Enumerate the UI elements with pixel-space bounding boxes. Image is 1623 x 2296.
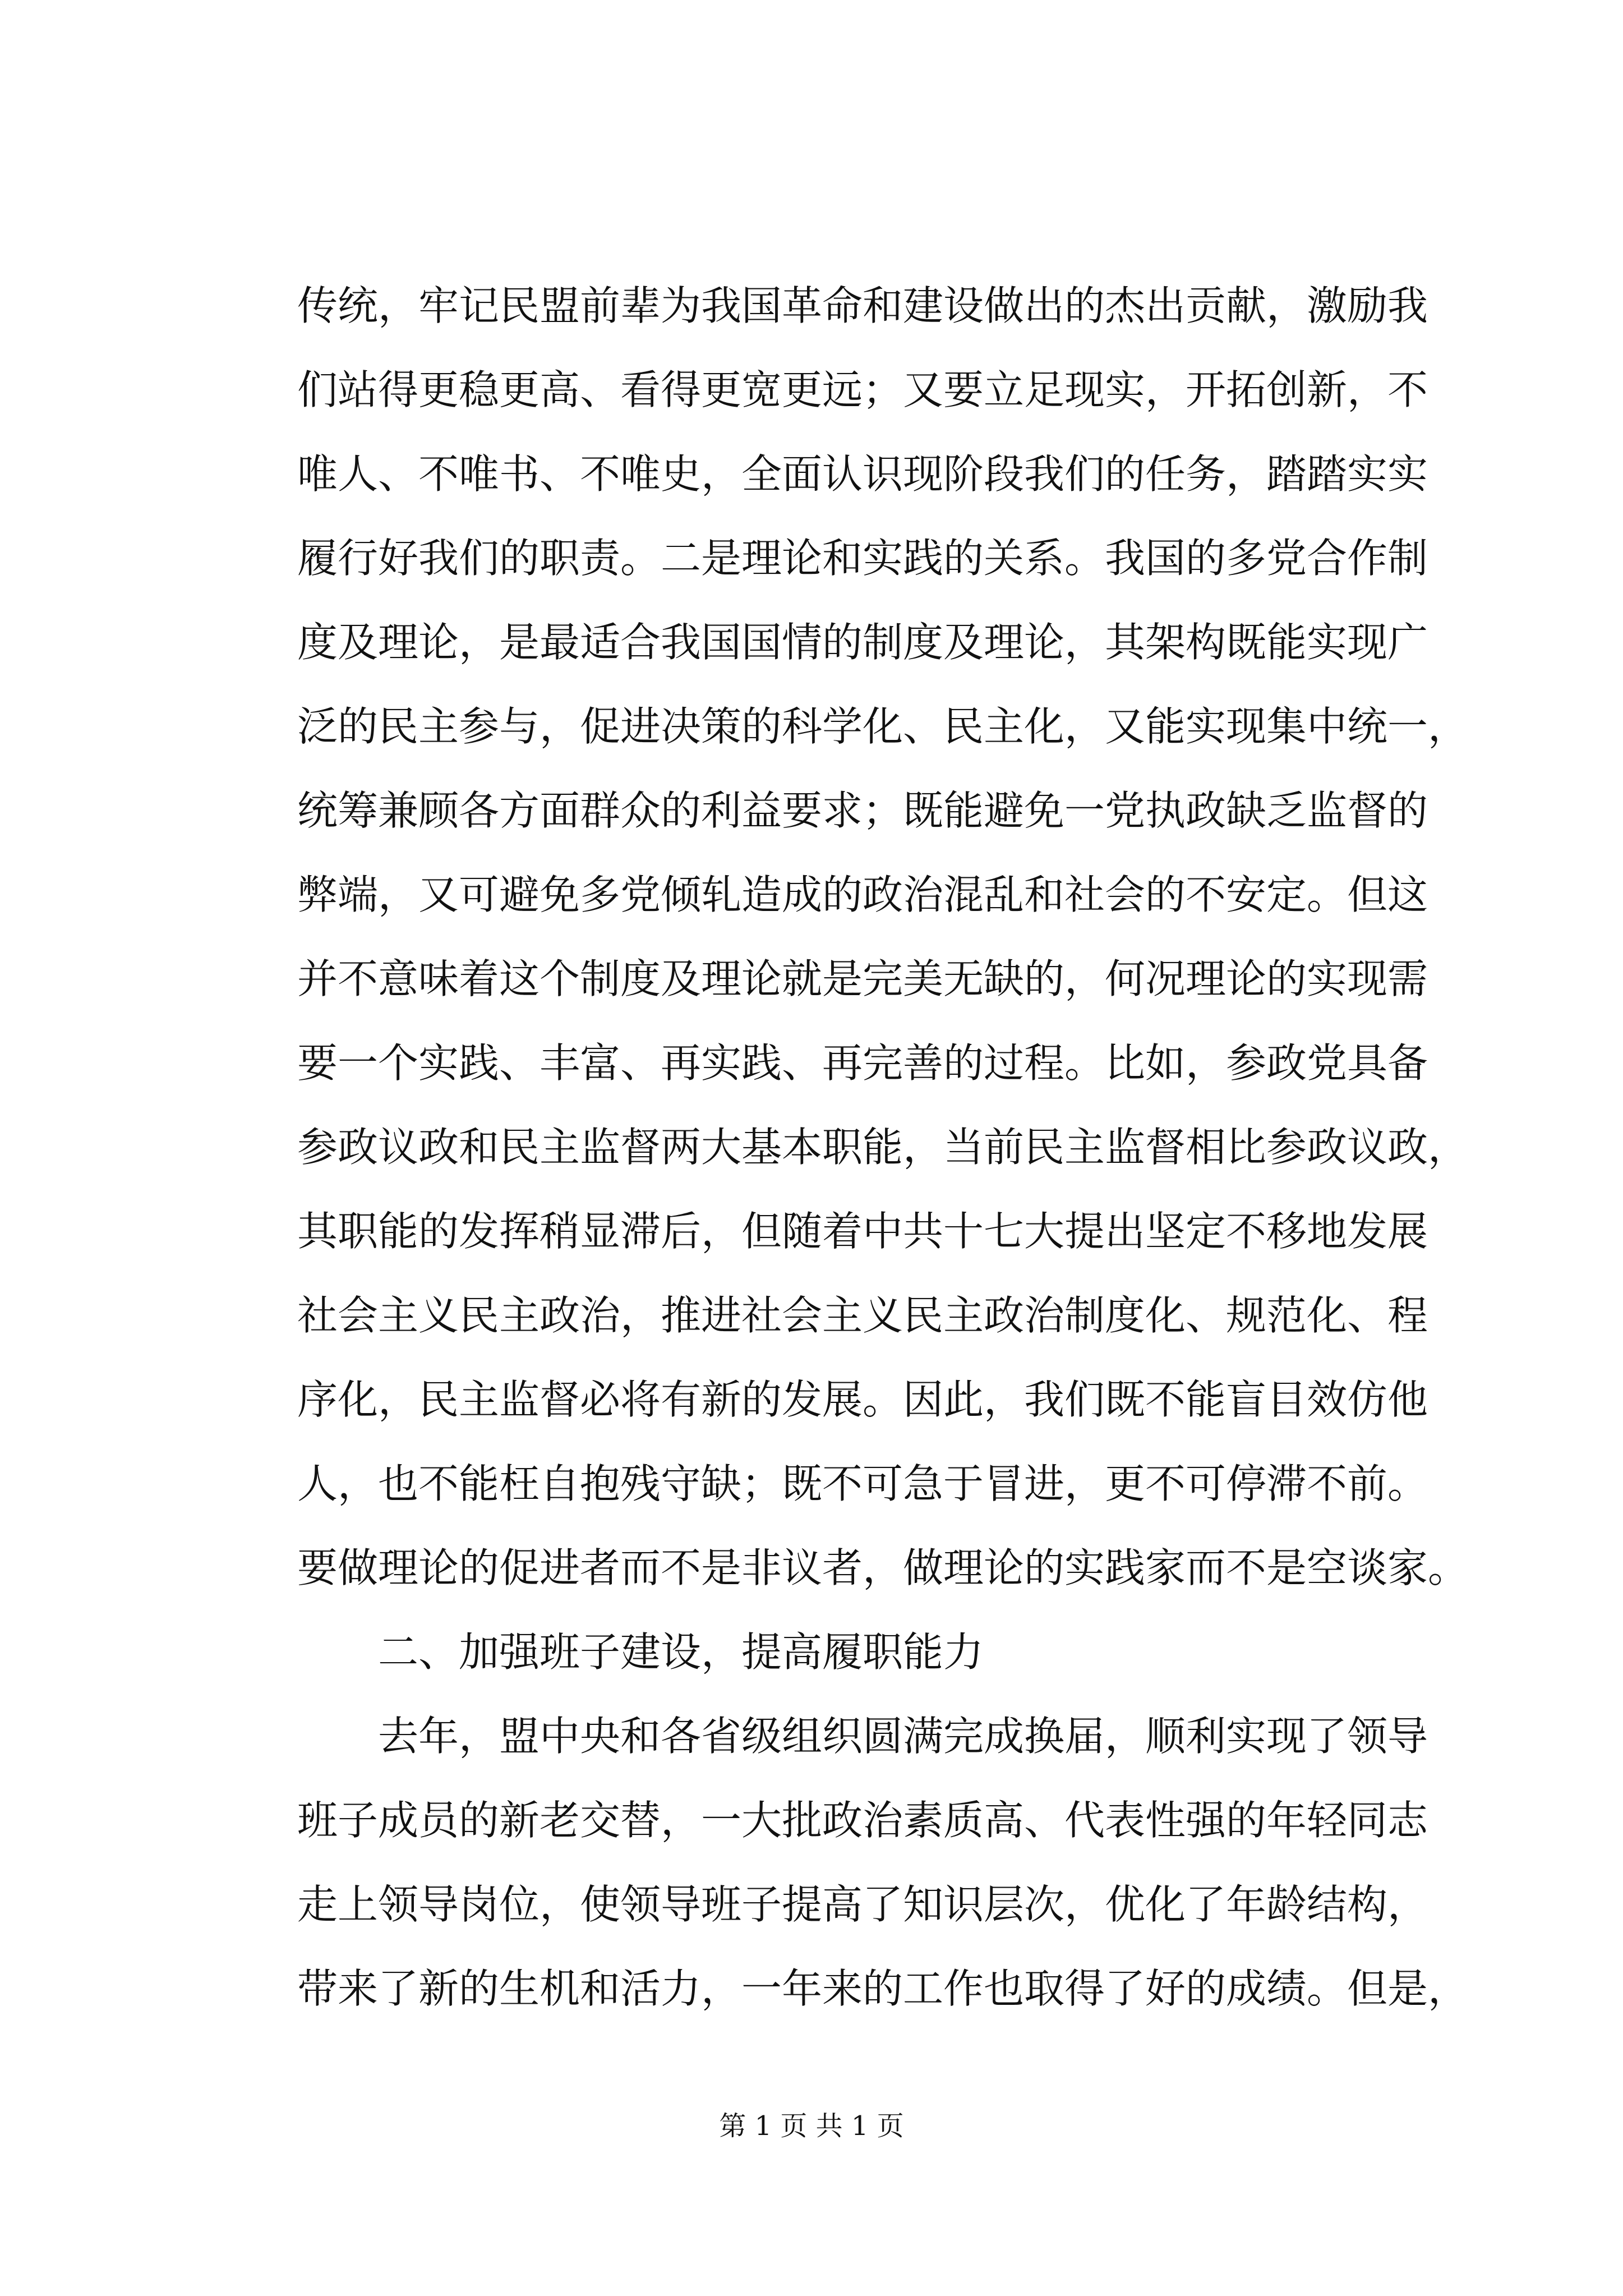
text-line: 要一个实践、丰富、再实践、再完善的过程。比如，参政党具备 bbox=[297, 1039, 1428, 1087]
text-line: 并不意味着这个制度及理论就是完美无缺的，何况理论的实现需 bbox=[297, 955, 1428, 1002]
text-line: 履行好我们的职责。二是理论和实践的关系。我国的多党合作制 bbox=[297, 535, 1428, 582]
text-line: 要做理论的促进者而不是非议者，做理论的实践家而不是空谈家。 bbox=[297, 1544, 1469, 1591]
text-line: 带来了新的生机和活力，一年来的工作也取得了好的成绩。但是， bbox=[297, 1965, 1469, 2012]
body-text bbox=[297, 264, 1469, 2031]
text-line: 序化，民主监督必将有新的发展。因此，我们既不能盲目效仿他 bbox=[297, 1376, 1428, 1423]
text-line: 参政议政和民主监督两大基本职能，当前民主监督相比参政议政， bbox=[297, 1124, 1469, 1171]
text-line: 统筹兼顾各方面群众的利益要求；既能避免一党执政缺乏监督的 bbox=[297, 787, 1428, 834]
text-line: 人，也不能枉自抱残守缺；既不可急于冒进，更不可停滞不前。 bbox=[297, 1460, 1428, 1507]
text-line: 社会主义民主政治，推进社会主义民主政治制度化、规范化、程 bbox=[297, 1292, 1428, 1339]
text-line: 泛的民主参与，促进决策的科学化、民主化，又能实现集中统一， bbox=[297, 703, 1469, 750]
text-line: 度及理论，是最适合我国国情的制度及理论，其架构既能实现广 bbox=[297, 619, 1428, 666]
text-line: 弊端，又可避免多党倾轧造成的政治混乱和社会的不安定。但这 bbox=[297, 871, 1428, 918]
text-line: 去年，盟中央和各省级组织圆满完成换届，顺利实现了领导 bbox=[378, 1713, 1428, 1760]
text-line: 唯人、不唯书、不唯史，全面认识现阶段我们的任务，踏踏实实 bbox=[297, 450, 1428, 498]
text-line: 班子成员的新老交替，一大批政治素质高、代表性强的年轻同志 bbox=[297, 1797, 1428, 1844]
text-line: 们站得更稳更高、看得更宽更远；又要立足现实，开拓创新，不 bbox=[297, 366, 1428, 413]
text-line: 其职能的发挥稍显滞后，但随着中共十七大提出坚定不移地发展 bbox=[297, 1208, 1428, 1255]
page-footer: 第 1 页 共 1 页 bbox=[719, 2110, 904, 2142]
section-heading: 二、加强班子建设，提高履职能力 bbox=[378, 1628, 984, 1676]
text-line: 传统，牢记民盟前辈为我国革命和建设做出的杰出贡献，激励我 bbox=[297, 282, 1428, 329]
text-line: 走上领导岗位，使领导班子提高了知识层次，优化了年龄结构， bbox=[297, 1881, 1428, 1928]
